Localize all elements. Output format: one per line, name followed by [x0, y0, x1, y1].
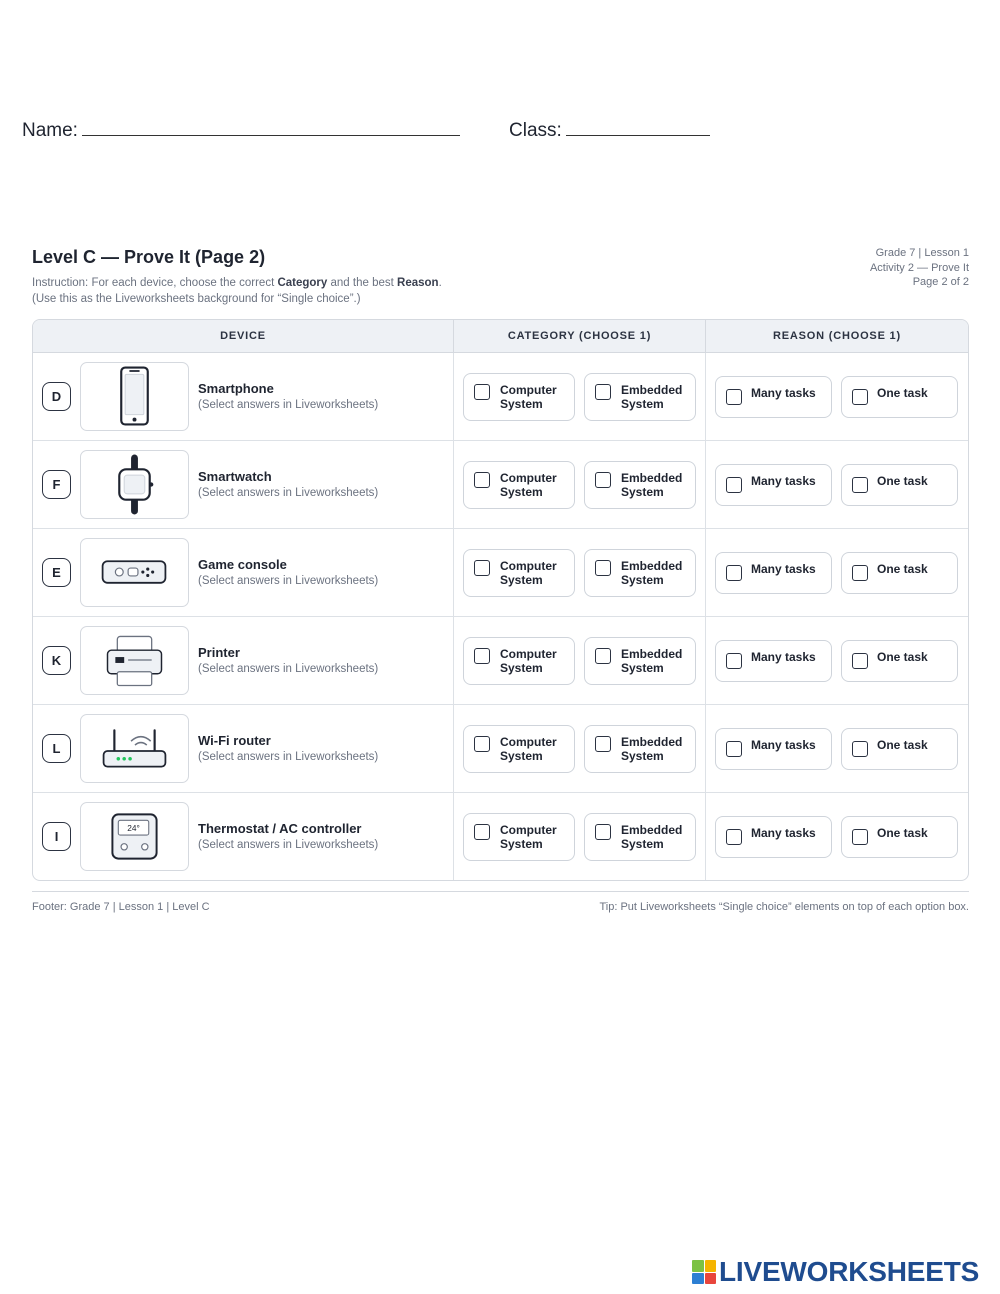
instruction-reason-word: Reason [397, 277, 439, 289]
option-many-tasks[interactable] [715, 552, 832, 594]
option-embedded-system[interactable] [584, 461, 696, 509]
option-label: Computer System [500, 471, 557, 499]
device-letter-badge: F [42, 470, 71, 499]
option-label: Embedded System [621, 383, 683, 411]
option-label: Embedded System [621, 647, 683, 675]
option-many-tasks[interactable] [715, 376, 832, 418]
instruction-prefix: Instruction: For each device, choose the correct [32, 277, 278, 289]
checkbox-icon[interactable] [595, 560, 611, 576]
option-label: One task [877, 826, 928, 840]
checkbox-icon[interactable] [474, 384, 490, 400]
device-letter-badge: K [42, 646, 71, 675]
option-embedded-system[interactable] [584, 373, 696, 421]
option-one-task[interactable] [841, 552, 958, 594]
checkbox-icon[interactable] [474, 472, 490, 488]
option-embedded-system[interactable] [584, 813, 696, 861]
device-note: (Select answers in Liveworksheets) [198, 839, 379, 851]
smartphone-icon [80, 362, 189, 431]
device-name: Game console [198, 557, 287, 572]
device-note: (Select answers in Liveworksheets) [198, 575, 379, 587]
reason-cell [706, 617, 968, 704]
device-letter-badge: D [42, 382, 71, 411]
device-name: Smartwatch [198, 469, 272, 484]
device-cell [33, 441, 454, 528]
device-cell [33, 705, 454, 792]
reason-cell [706, 353, 968, 440]
page-title: Level C — Prove It (Page 2) [32, 247, 266, 267]
checkbox-icon[interactable] [726, 653, 742, 669]
option-computer-system[interactable] [463, 725, 575, 773]
logo-tiles-icon [692, 1260, 716, 1284]
printer-icon [80, 626, 189, 695]
option-label: Computer System [500, 559, 557, 587]
table-header [33, 320, 968, 353]
option-label: One task [877, 386, 928, 400]
device-note: (Select answers in Liveworksheets) [198, 399, 379, 411]
option-computer-system[interactable] [463, 813, 575, 861]
table-row [33, 529, 968, 617]
meta-page: Page 2 of 2 [912, 276, 969, 288]
device-letter-badge: I [42, 822, 71, 851]
checkbox-icon[interactable] [595, 648, 611, 664]
device-name: Printer [198, 645, 240, 660]
option-many-tasks[interactable] [715, 640, 832, 682]
option-one-task[interactable] [841, 816, 958, 858]
table-row [33, 793, 968, 881]
header-category: CATEGORY (CHOOSE 1) [454, 320, 706, 352]
header-device: DEVICE [33, 320, 454, 352]
checkbox-icon[interactable] [852, 653, 868, 669]
checkbox-icon[interactable] [852, 477, 868, 493]
wifi-router-icon [80, 714, 189, 783]
option-label: Computer System [500, 647, 557, 675]
device-letter-badge: E [42, 558, 71, 587]
option-one-task[interactable] [841, 464, 958, 506]
device-name: Thermostat / AC controller [198, 821, 362, 836]
checkbox-icon[interactable] [726, 741, 742, 757]
checkbox-icon[interactable] [726, 829, 742, 845]
option-label: Embedded System [621, 559, 683, 587]
checkbox-icon[interactable] [595, 824, 611, 840]
table-row [33, 441, 968, 529]
reason-cell [706, 793, 968, 881]
class-field-wrap [509, 118, 710, 142]
checkbox-icon[interactable] [726, 389, 742, 405]
checkbox-icon[interactable] [852, 389, 868, 405]
category-cell [454, 793, 706, 881]
category-cell [454, 353, 706, 440]
option-computer-system[interactable] [463, 549, 575, 597]
device-cell [33, 617, 454, 704]
checkbox-icon[interactable] [595, 384, 611, 400]
device-name: Smartphone [198, 381, 274, 396]
header-reason: REASON (CHOOSE 1) [773, 330, 901, 342]
reason-cell [706, 529, 968, 616]
table-row [33, 617, 968, 705]
footer-tip: Tip: Put Liveworksheets “Single choice” elements on top of each option box. [599, 901, 969, 913]
checkbox-icon[interactable] [474, 824, 490, 840]
option-computer-system[interactable] [463, 373, 575, 421]
instruction [32, 275, 442, 307]
device-note: (Select answers in Liveworksheets) [198, 663, 379, 675]
category-cell [454, 617, 706, 704]
reason-cell [706, 705, 968, 792]
table-row [33, 705, 968, 793]
footer-left: Footer: Grade 7 | Lesson 1 | Level C [32, 901, 210, 913]
device-note: (Select answers in Liveworksheets) [198, 751, 379, 763]
checkbox-icon[interactable] [474, 736, 490, 752]
category-cell [454, 705, 706, 792]
meta-grade: Grade 7 | Lesson 1 [875, 247, 969, 259]
checkbox-icon[interactable] [474, 648, 490, 664]
checkbox-icon[interactable] [595, 472, 611, 488]
device-cell [33, 529, 454, 616]
option-label: Computer System [500, 383, 557, 411]
name-label: Name: [22, 120, 78, 141]
liveworksheets-logo [692, 1256, 979, 1288]
device-cell [33, 793, 454, 881]
option-label: One task [877, 474, 928, 488]
category-cell [454, 529, 706, 616]
device-note: (Select answers in Liveworksheets) [198, 487, 379, 499]
instruction-line-2: (Use this as the Liveworksheets background for “Single choice”.) [32, 293, 361, 305]
instruction-middle: and the best [327, 277, 398, 289]
worksheet-meta [870, 246, 969, 290]
option-label: One task [877, 650, 928, 664]
instruction-category-word: Category [277, 277, 328, 289]
option-label: Many tasks [751, 826, 816, 840]
option-label: Many tasks [751, 738, 816, 752]
option-many-tasks[interactable] [715, 728, 832, 770]
checkbox-icon[interactable] [726, 565, 742, 581]
checkbox-icon[interactable] [726, 477, 742, 493]
name-field[interactable] [82, 118, 460, 136]
option-computer-system[interactable] [463, 461, 575, 509]
option-one-task[interactable] [841, 376, 958, 418]
instruction-line-1 [32, 275, 442, 291]
instruction-suffix: . [438, 277, 442, 289]
footer-divider [32, 891, 969, 892]
class-field[interactable] [566, 118, 710, 136]
option-label: Computer System [500, 823, 557, 851]
name-class-row [22, 118, 562, 142]
option-many-tasks[interactable] [715, 816, 832, 858]
table-row [33, 353, 968, 441]
option-one-task[interactable] [841, 728, 958, 770]
option-embedded-system[interactable] [584, 637, 696, 685]
class-label: Class: [509, 120, 562, 141]
option-label: Many tasks [751, 474, 816, 488]
option-label: Embedded System [621, 471, 683, 499]
option-embedded-system[interactable] [584, 725, 696, 773]
table-body [33, 353, 968, 881]
device-table [32, 319, 969, 881]
thermostat-reading: 24° [127, 823, 140, 834]
meta-activity: Activity 2 — Prove It [869, 261, 969, 274]
checkbox-icon[interactable] [595, 736, 611, 752]
brand-name: LIVEWORKSHEETS [719, 1256, 980, 1287]
checkbox-icon[interactable] [474, 560, 490, 576]
option-label: Computer System [500, 735, 557, 763]
checkbox-icon[interactable] [852, 741, 868, 757]
option-computer-system[interactable] [463, 637, 575, 685]
option-embedded-system[interactable] [584, 549, 696, 597]
option-label: One task [877, 738, 928, 752]
option-many-tasks[interactable] [715, 464, 832, 506]
device-name: Wi-Fi router [198, 733, 271, 748]
option-label: Many tasks [751, 562, 816, 576]
option-label: Many tasks [751, 386, 816, 400]
option-label: One task [877, 562, 928, 576]
reason-cell [706, 441, 968, 528]
smartwatch-icon [80, 450, 189, 519]
option-label: Embedded System [621, 735, 683, 763]
option-one-task[interactable] [841, 640, 958, 682]
game-console-icon [80, 538, 189, 607]
category-cell [454, 441, 706, 528]
thermostat-icon [80, 802, 189, 871]
checkbox-icon[interactable] [852, 565, 868, 581]
device-cell [33, 353, 454, 440]
option-label: Embedded System [621, 823, 683, 851]
option-label: Many tasks [751, 650, 816, 664]
checkbox-icon[interactable] [852, 829, 868, 845]
device-letter-badge: L [42, 734, 71, 763]
